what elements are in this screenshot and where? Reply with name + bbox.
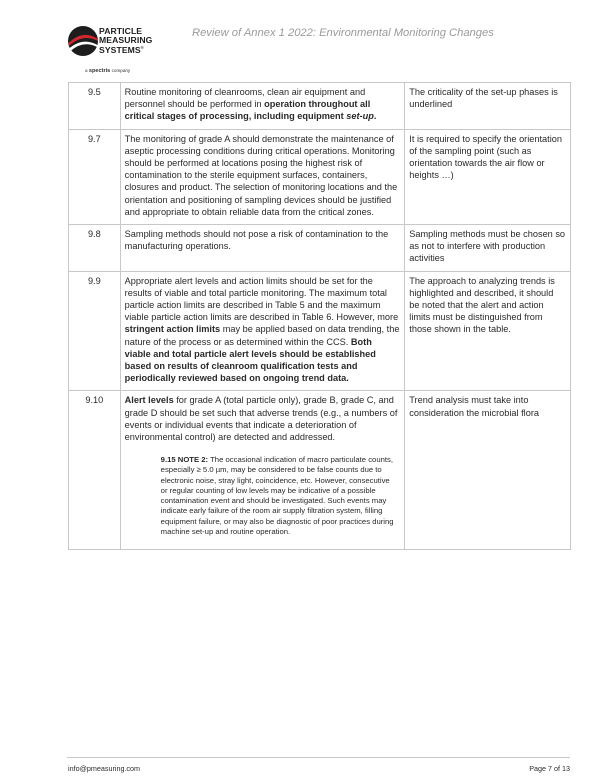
annex-note: 9.15 NOTE 2: The occasional indication of macro particulate counts, especially ≥ 5.0 µm, may be considered to be false counts due to electronic noise, stray light, coincidence, etc. However, consecutive or regular counting of low levels may be indicative of a possible contamination event and should be investigated. Such events may indicate early failure of the room air supply filtration system, filling equipment failure, or may also be diagnostic of poor practices during machine set-up and routine operation. bbox=[160, 455, 394, 536]
footer-divider bbox=[67, 757, 570, 758]
comment-text: It is required to specify the orientation of the sampling point (such as orientation towards the air flow or heights …) bbox=[405, 129, 571, 224]
comment-text: Sampling methods must be chosen so as not to interfere with production activities bbox=[405, 225, 571, 272]
section-number: 9.8 bbox=[69, 225, 121, 272]
comment-text: The criticality of the set-up phases is underlined bbox=[405, 83, 571, 130]
requirement-text: Routine monitoring of cleanrooms, clean air equipment and personnel should be performed in operation throughout all critical stages of processing, including equipment set-up. bbox=[120, 83, 405, 130]
section-number: 9.9 bbox=[69, 271, 121, 391]
table-row bbox=[69, 129, 571, 224]
requirement-text: Sampling methods should not pose a risk of contamination to the manufacturing operations. bbox=[120, 225, 405, 272]
requirements-table bbox=[68, 82, 571, 550]
section-number: 9.5 bbox=[69, 83, 121, 130]
table-row bbox=[69, 271, 571, 391]
comment-text: Trend analysis must take into consideration the microbial flora bbox=[405, 391, 571, 549]
requirement-text: Alert levels for grade A (total particle only), grade B, grade C, and grade D should be set such that adverse trends (e.g., a numbers of events or individual events that indicate a deterioration of environmental control) are detected and addressed. 9.15 NOTE 2: The occasional indication of macro particulate counts, especially ≥ 5.0 µm, may be considered to be false counts due to electronic noise, stray light, coincidence, etc. However, consecutive or regular counting of low levels may be indicative of a possible contamination event and should be investigated. Such events may indicate early failure of the room air supply filtration system, filling equipment failure, or may also be diagnostic of poor practices during machine set-up and routine operation. bbox=[120, 391, 405, 549]
pms-logo-icon bbox=[67, 24, 101, 58]
document-header-title: Review of Annex 1 2022: Environmental Monitoring Changes bbox=[192, 27, 494, 39]
page-number: Page 7 of 13 bbox=[529, 764, 570, 773]
table-row bbox=[69, 225, 571, 272]
logo-tagline: a spectris company bbox=[85, 68, 131, 74]
table-row bbox=[69, 83, 571, 130]
section-number: 9.7 bbox=[69, 129, 121, 224]
footer-email: info@pmeasuring.com bbox=[68, 764, 141, 773]
requirement-text: Appropriate alert levels and action limits should be set for the results of viable and total particle monitoring. The maximum total particle action limits are described in Table 5 and the maximum viable particle action limits are described in Table 6. However, more stringent action limits may be applied based on data trending, the nature of the process or as determined within the CCS. Both viable and total particle alert levels should be established based on results of cleanroom qualification tests and periodically reviewed based on ongoing trend data. bbox=[120, 271, 405, 391]
company-logo bbox=[67, 24, 177, 74]
requirement-text: The monitoring of grade A should demonstrate the maintenance of aseptic processing conditions during critical operations. Monitoring should be performed at locations posing the highest risk of contamination to the sterile equipment surfaces, containers, closures and product. The selection of monitoring locations and the orientation and positioning of sampling devices should be justified and appropriate to obtain reliable data from the critical zones. bbox=[120, 129, 405, 224]
comment-text: The approach to analyzing trends is highlighted and described, it should be noted that the alert and action limits must be distinguished from those shown in the table. bbox=[405, 271, 571, 391]
logo-wordmark: PARTICLE MEASURING SYSTEMS® bbox=[99, 26, 153, 56]
table-row bbox=[69, 391, 571, 549]
section-number: 9.10 bbox=[69, 391, 121, 549]
